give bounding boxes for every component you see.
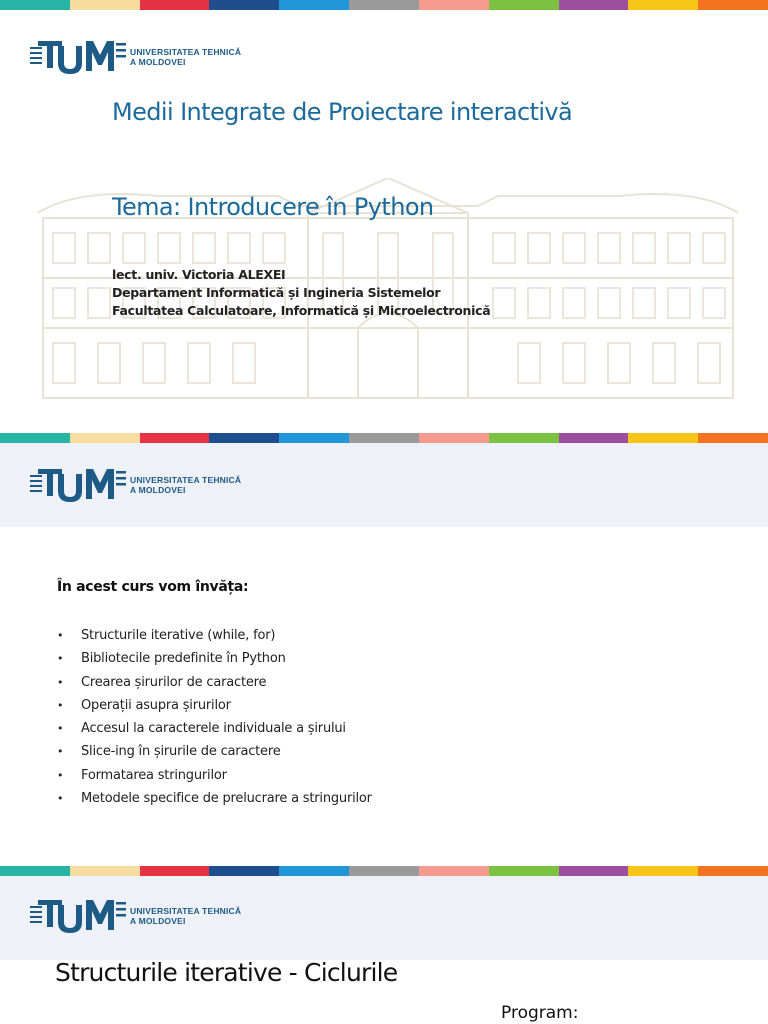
- stripe-segment: [559, 0, 629, 10]
- program-label: Program:: [501, 1003, 579, 1023]
- list-item: [57, 740, 372, 763]
- list-item: [57, 764, 372, 787]
- slide-iterative: [0, 866, 768, 1024]
- stripe-segment: [209, 433, 279, 443]
- slide-header: [0, 876, 768, 960]
- stripe-segment: [70, 0, 140, 10]
- stripe-segment: [209, 0, 279, 10]
- list-item-text: Bibliotecile predefinite în Python: [81, 651, 286, 667]
- color-stripe: [0, 433, 768, 443]
- author-faculty: Facultatea Calculatoare, Informatică și Microelectronică: [112, 303, 491, 318]
- stripe-segment: [140, 866, 210, 876]
- bullet-icon: •: [57, 745, 64, 759]
- stripe-segment: [489, 0, 559, 10]
- author-block: [112, 266, 490, 320]
- bullet-icon: •: [57, 652, 64, 666]
- stripe-segment: [349, 0, 419, 10]
- stripe-segment: [698, 0, 768, 10]
- bullet-icon: •: [57, 768, 64, 782]
- slide-header: [0, 443, 768, 527]
- logo-text: [130, 906, 241, 926]
- author-name: lect. univ. Victoria ALEXEI: [112, 267, 286, 282]
- stripe-segment: [698, 866, 768, 876]
- stripe-segment: [628, 433, 698, 443]
- stripe-segment: [349, 433, 419, 443]
- stripe-segment: [70, 433, 140, 443]
- list-item-text: Crearea șirurilor de caractere: [81, 674, 267, 690]
- logo-line1: UNIVERSITATEA TEHNICĂ: [130, 906, 242, 916]
- stripe-segment: [140, 0, 210, 10]
- stripe-segment: [489, 433, 559, 443]
- list-item-text: Accesul la caracterele individuale a șirului: [81, 721, 346, 737]
- logo-line2: A MOLDOVEI: [130, 916, 186, 926]
- stripe-segment: [279, 866, 349, 876]
- list-item: [57, 694, 372, 717]
- color-stripe: [0, 866, 768, 876]
- list-item-text: Formatarea stringurilor: [81, 767, 227, 783]
- logo-line2: A MOLDOVEI: [130, 485, 186, 495]
- stripe-segment: [209, 866, 279, 876]
- stripe-segment: [0, 0, 70, 10]
- list-item-text: Slice-ing în șirurile de caractere: [81, 744, 281, 760]
- stripe-segment: [279, 433, 349, 443]
- bullet-icon: •: [57, 792, 64, 806]
- logo-line1: UNIVERSITATEA TEHNICĂ: [130, 47, 242, 57]
- utm-logo-icon: [30, 465, 126, 505]
- outline-list: [57, 624, 372, 810]
- author-department: Departament Informatică și Ingineria Sistemelor: [112, 285, 441, 300]
- stripe-segment: [0, 433, 70, 443]
- color-stripe: [0, 0, 768, 10]
- bullet-icon: •: [57, 629, 64, 642]
- slide-title: [0, 0, 768, 433]
- slide-outline: [0, 433, 768, 845]
- bullet-icon: •: [57, 722, 64, 736]
- list-item-text: Operații asupra șirurilor: [81, 697, 231, 713]
- university-logo: [30, 37, 241, 77]
- slide-gap: [0, 406, 768, 433]
- logo-line2: A MOLDOVEI: [130, 57, 186, 67]
- stripe-segment: [489, 866, 559, 876]
- stripe-segment: [419, 433, 489, 443]
- course-title: Medii Integrate de Proiectare interactivă: [112, 98, 573, 126]
- topic-title: Tema: Introducere în Python: [112, 193, 434, 221]
- stripe-segment: [698, 433, 768, 443]
- stripe-segment: [559, 866, 629, 876]
- list-item: [57, 647, 372, 670]
- university-logo: [30, 465, 241, 505]
- stripe-segment: [140, 433, 210, 443]
- logo-text: [130, 47, 241, 67]
- bullet-icon: •: [57, 698, 64, 712]
- list-item: [57, 787, 372, 810]
- stripe-segment: [628, 0, 698, 10]
- list-item-text: Structurile iterative (while, for): [81, 628, 276, 643]
- stripe-segment: [70, 866, 140, 876]
- list-item-text: Metodele specifice de prelucrare a stringurilor: [81, 791, 372, 807]
- university-logo: [30, 896, 241, 936]
- list-item: [57, 717, 372, 740]
- stripe-segment: [419, 0, 489, 10]
- bullet-icon: •: [57, 675, 64, 689]
- logo-text: [130, 475, 241, 495]
- slide-title-text: Structurile iterative - Ciclurile: [55, 958, 398, 987]
- logo-line1: UNIVERSITATEA TEHNICĂ: [130, 475, 242, 485]
- utm-logo-icon: [30, 896, 126, 936]
- stripe-segment: [628, 866, 698, 876]
- stripe-segment: [349, 866, 419, 876]
- stripe-segment: [559, 433, 629, 443]
- outline-heading: În acest curs vom învăța:: [57, 579, 249, 595]
- list-item: [57, 671, 372, 694]
- utm-logo-icon: [30, 37, 126, 77]
- stripe-segment: [0, 866, 70, 876]
- stripe-segment: [279, 0, 349, 10]
- stripe-segment: [419, 866, 489, 876]
- list-item: [57, 624, 372, 647]
